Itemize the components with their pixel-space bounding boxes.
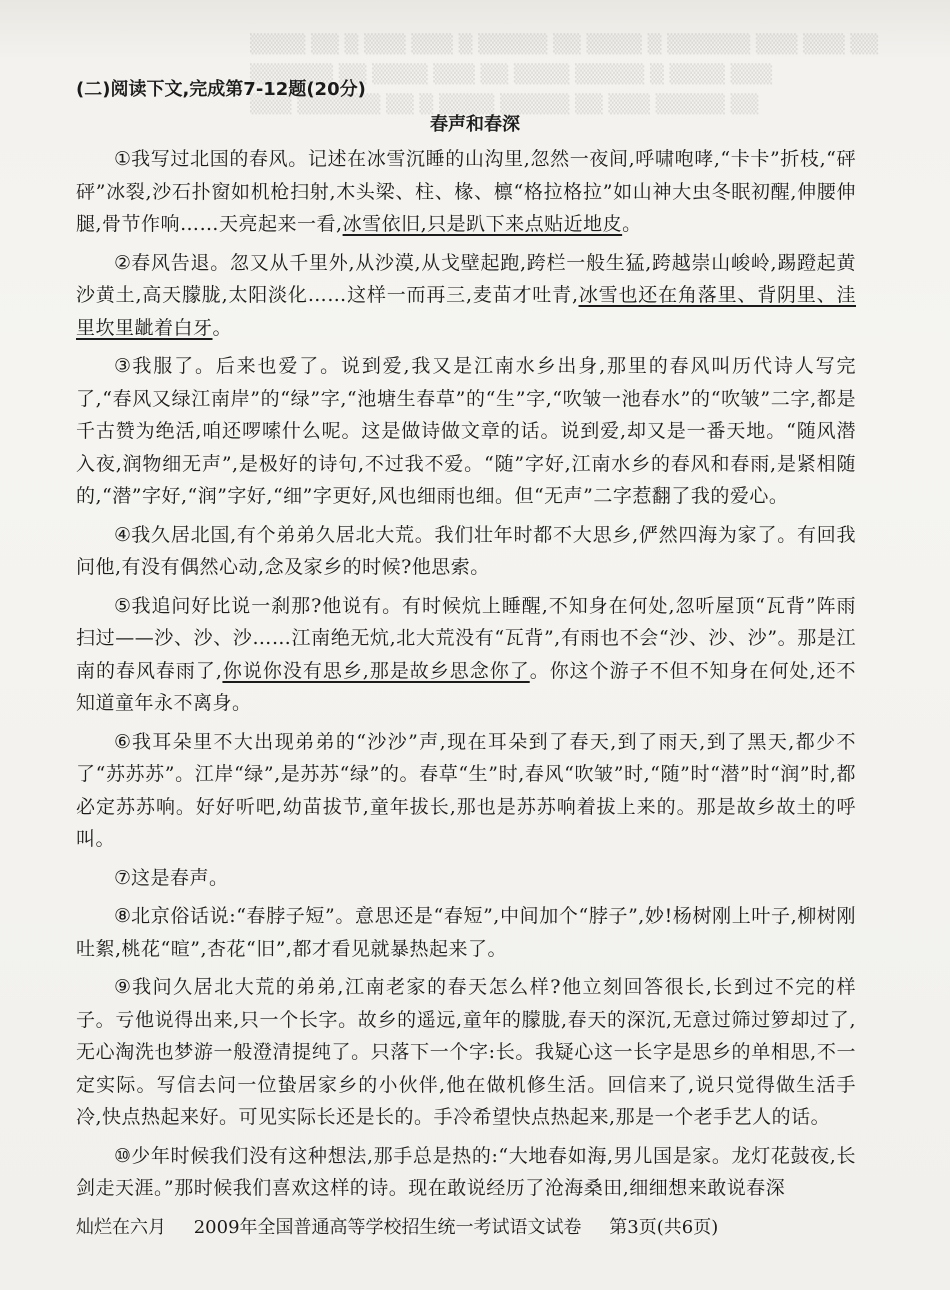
show-through-text: ▒▒▒▒ ▒▒ ▒ ▒▒▒ ▒▒▒ ▒ ▒▒▒▒▒ ▒▒ ▒▒▒▒ ▒ ▒▒▒▒▒▒ ▒▒▒ ▒▒▒ ▒▒ ▒▒▒▒▒▒ ▒▒ ▒▒▒▒ ▒▒▒ ▒▒ ▒▒▒▒ ▒▒▒▒▒ ▒ ▒▒▒▒ ▒▒▒ ▒▒▒ ▒▒▒▒▒▒ ▒▒ ▒ ▒▒▒▒ ▒▒▒▒▒ ▒▒ ▒▒▒ ▒▒▒▒▒ ▒▒ <box>250 34 879 115</box>
paragraph-7: ⑦这是春声。 <box>114 866 229 889</box>
underlined-sentence: 冰雪依旧,只是趴下来点贴近地皮 <box>342 213 623 235</box>
paragraph-2: ②春风告退。忽又从千里外,从沙漠,从戈壁起跑,跨栏一般生猛,跨越崇山峻岭,踢蹬起黄沙黄土,高天朦胧,太阳淡化……这样一而再三,麦苗才吐青,冰雪也还在角落里、背阴里、洼里坎里龇着白牙。 <box>76 251 856 339</box>
underlined-sentence: 冰雪也还在角落里、背阴里、洼里坎里龇着白牙 <box>76 284 856 339</box>
paragraph-1: ①我写过北国的春风。记述在冰雪沉睡的山沟里,忽然一夜间,呼啸咆哮,“卡卡”折枝,“砰砰”冰裂,沙石扑窗如机枪扫射,木头梁、柱、椽、檩“格拉格拉”如山神大虫冬眠初醒,伸腰伸腿,骨节作响……天亮起来一看,冰雪依旧,只是趴下来点贴近地皮。 <box>76 148 856 235</box>
footer-brand: 灿烂在六月 <box>76 1217 166 1238</box>
paragraph-6: ⑥我耳朵里不大出现弟弟的“沙沙”声,现在耳朵到了春天,到了雨天,到了黑天,都少不了“苏苏苏”。江岸“绿”,是苏苏“绿”的。春草“生”时,春风“吹皱”时,“随”时“潜”时“润”时,都必定苏苏响。好好听吧,幼苗拔节,童年拔长,那也是苏苏响着拔上来的。那是故乡故土的呼叫。 <box>76 730 856 850</box>
page-footer <box>76 1213 876 1239</box>
underlined-sentence: 你说你没有思乡,那是故乡思念你了 <box>222 659 530 682</box>
paragraph-9: ⑨我问久居北大荒的弟弟,江南老家的春天怎么样?他立刻回答很长,长到过不完的样子。亏他说得出来,只一个长字。故乡的遥远,童年的朦胧,春天的深沉,无意过筛过箩却过了,无心淘洗也梦游一般澄清提纯了。只落下一个字:长。我疑心这一长字是思乡的单相思,不一定实际。写信去问一位蛰居家乡的小伙伴,他在做机修生活。回信来了,说只觉得做生活手冷,快点热起来好。可见实际长还是长的。手冷希望快点热起来,那是一个老手艺人的话。 <box>76 976 856 1128</box>
footer-exam-title: 2009年全国普通高等学校招生统一考试语文试卷 <box>193 1217 582 1238</box>
footer-page-number: 第3页(共6页) <box>609 1217 719 1238</box>
paragraph-4: ④我久居北国,有个弟弟久居北大荒。我们壮年时都不大思乡,俨然四海为家了。有回我问他,有没有偶然心动,念及家乡的时候?他思索。 <box>76 523 856 578</box>
paragraph-8: ⑧北京俗话说:“春脖子短”。意思还是“春短”,中间加个“脖子”,妙!杨树刚上叶子,柳树刚吐絮,桃花“暄”,杏花“旧”,都才看见就暴热起来了。 <box>76 905 856 960</box>
paragraph-3: ③我服了。后来也爱了。说到爱,我又是江南水乡出身,那里的春风叫历代诗人写完了,“春风又绿江南岸”的“绿”字,“池塘生春草”的“生”字,“吹皱一池春水”的“吹皱”二字,都是千古赞为绝活,咱还啰嗦什么呢。这是做诗做文章的话。说到爱,却又是一番天地。“随风潜入夜,润物细无声”,是极好的诗句,不过我不爱。“随”字好,江南水乡的春风和春雨,是紧相随的,“潜”字好,“润”字好,“细”字更好,风也细雨也细。但“无声”二字惹翻了我的爱心。 <box>76 355 856 507</box>
paragraph-5: ⑤我追问好比说一刹那?他说有。有时候炕上睡醒,不知身在何处,忽听屋顶“瓦背”阵雨扫过——沙、沙、沙……江南绝无炕,北大荒没有“瓦背”,有雨也不会“沙、沙、沙”。那是江南的春风春雨了,你说你没有思乡,那是故乡思念你了。你这个游子不但不知身在何处,还不知道童年永不离身。 <box>76 594 857 714</box>
article-title: 春声和春深 <box>430 114 520 135</box>
section-header: (二)阅读下文,完成第7-12题(20分) <box>76 79 366 100</box>
paragraph-10: ⑩少年时候我们没有这种想法,那手总是热的:“大地春如海,男儿国是家。龙灯花鼓夜,长剑走天涯。”那时候我们喜欢这样的诗。现在敢说经历了沧海桑田,细细想来敢说春深 <box>76 1144 856 1199</box>
article-body <box>76 143 856 1211</box>
